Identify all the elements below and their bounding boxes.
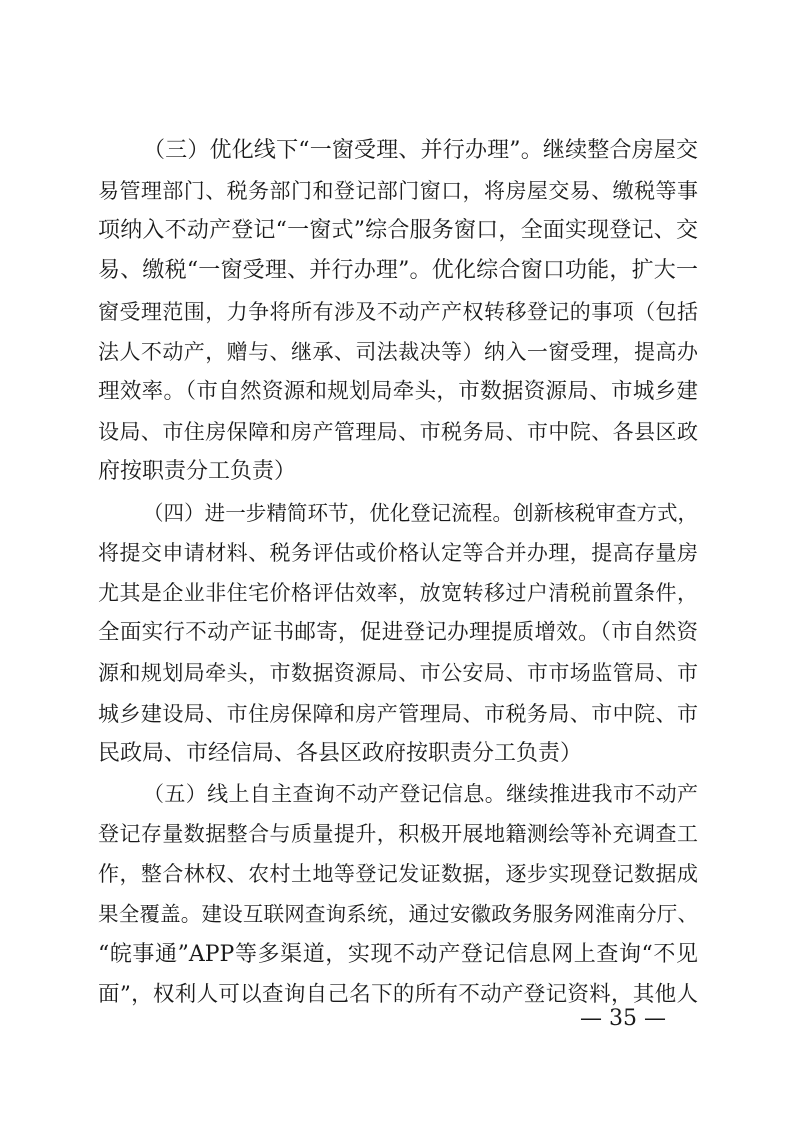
section-4-line-5: 源和规划局牵头，市数据资源局、市公安局、市市场监管局、市 bbox=[98, 661, 698, 685]
section-5-line-6: 面”，权利人可以查询自己名下的所有不动产登记资料，其他人 bbox=[98, 982, 698, 1007]
section-5-line-5: “皖事通”APP等多渠道，实现不动产登记信息网上查询“不见 bbox=[98, 942, 698, 967]
section-3-line-3: 项纳入不动产登记“一窗式”综合服务窗口，全面实现登记、交 bbox=[98, 218, 698, 243]
section-4-line-1: （四）进一步精简环节，优化登记流程。创新核税审查方式， bbox=[143, 501, 698, 525]
section-3-line-5: 窗受理范围，力争将所有涉及不动产产权转移登记的事项（包括 bbox=[98, 300, 698, 324]
section-3-line-6: 法人不动产，赠与、继承、司法裁决等）纳入一窗受理，提高办 bbox=[98, 340, 698, 364]
section-3-line-8: 设局、市住房保障和房产管理局、市税务局、市中院、各县区政 bbox=[98, 420, 698, 444]
section-4-line-7: 民政局、市经信局、各县区政府按职责分工负责） bbox=[98, 741, 583, 766]
section-5-line-2: 登记存量数据整合与质量提升，积极开展地籍测绘等补充调查工 bbox=[98, 822, 698, 846]
section-3-line-2: 易管理部门、税务部门和登记部门窗口，将房屋交易、缴税等事 bbox=[98, 179, 698, 203]
section-3-line-4: 易、缴税“一窗受理、并行办理”。优化综合窗口功能，扩大一 bbox=[98, 258, 698, 283]
section-5-line-3: 作，整合林权、农村土地等登记发证数据，逐步实现登记数据成 bbox=[98, 862, 698, 886]
section-3-line-7: 理效率。（市自然资源和规划局牵头，市数据资源局、市城乡建 bbox=[98, 379, 698, 404]
section-5-line-1: （五）线上自主查询不动产登记信息。继续推进我市不动产 bbox=[143, 782, 698, 806]
section-3-line-9: 府按职责分工负责） bbox=[98, 459, 297, 484]
section-4-line-6: 城乡建设局、市住房保障和房产管理局、市税务局、市中院、市 bbox=[98, 702, 698, 726]
section-4-line-4: 全面实行不动产证书邮寄，促进登记办理提质增效。（市自然资 bbox=[98, 620, 698, 645]
section-3-line-1: （三）优化线下“一窗受理、并行办理”。继续整合房屋交 bbox=[143, 138, 698, 163]
section-4-line-2: 将提交申请材料、税务评估或价格认定等合并办理，提高存量房 bbox=[98, 541, 698, 565]
page-number: — 35 — bbox=[580, 1006, 666, 1031]
section-4-line-3: 尤其是企业非住宅价格评估效率，放宽转移过户清税前置条件， bbox=[98, 581, 698, 605]
section-5-line-4: 果全覆盖。建设互联网查询系统，通过安徽政务服务网淮南分厅、 bbox=[98, 902, 698, 926]
